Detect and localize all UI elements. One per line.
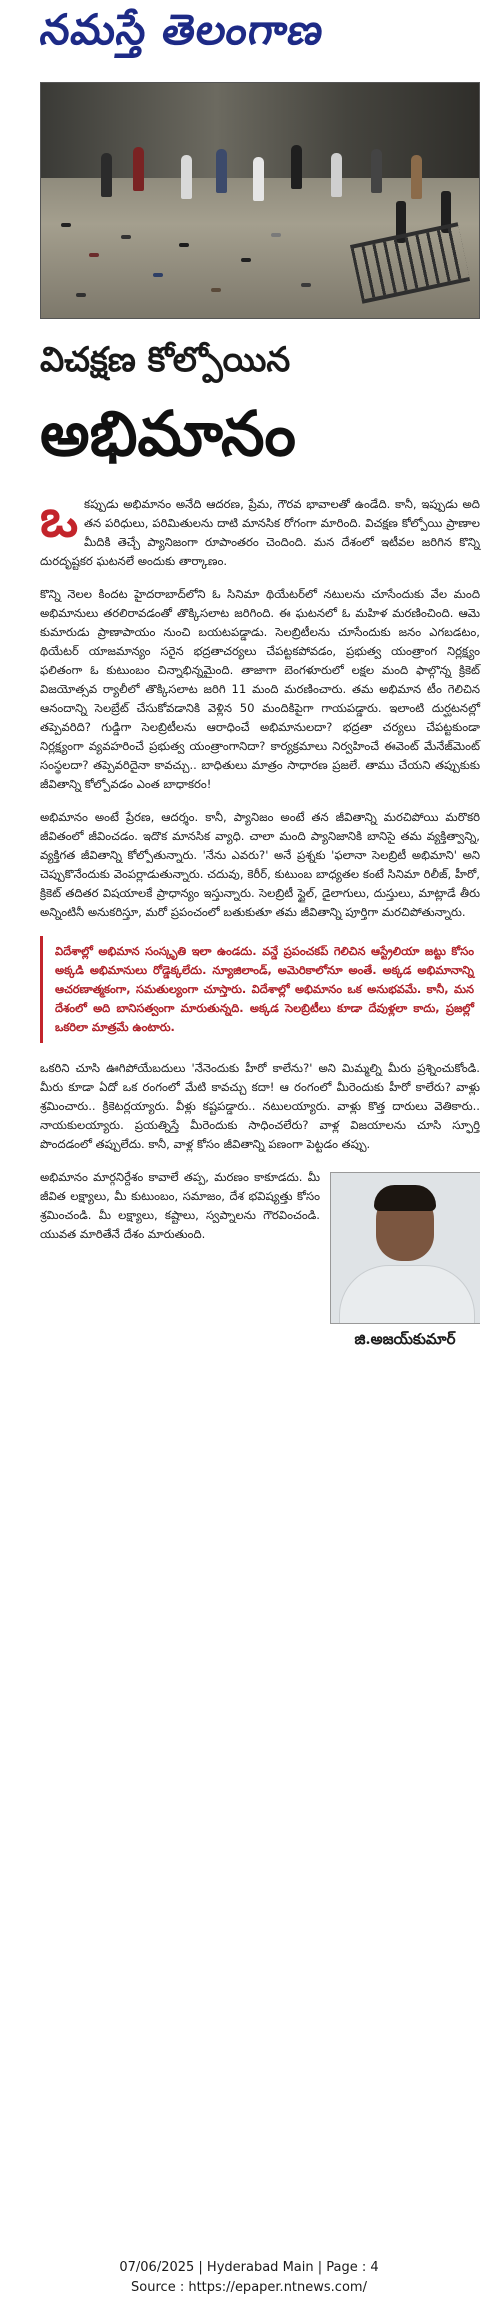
photo-footwear (76, 293, 86, 297)
photo-person (371, 149, 382, 193)
headline-line-1: విచక్షణ కోల్పోయిన (40, 340, 291, 380)
article-body (40, 488, 480, 1353)
photo-footwear (301, 283, 311, 287)
photo-footwear (211, 288, 221, 292)
photo-footwear (121, 235, 131, 239)
photo-footwear (241, 258, 251, 262)
closing-section (40, 1168, 480, 1353)
author-photo-hair (374, 1185, 436, 1211)
photo-barricade (350, 222, 470, 304)
photo-person (331, 153, 342, 197)
newspaper-masthead: నమస్తే తెలంగాణ (37, 5, 328, 54)
photo-footwear (89, 253, 99, 257)
headline-line-2: అభిమానం (40, 397, 296, 470)
author-photo-shirt (339, 1265, 475, 1324)
author-box (330, 1172, 480, 1349)
news-photo (40, 82, 480, 319)
drop-cap: ఒ (40, 488, 79, 549)
author-name: జి.అజయ్‌కుమార్ (354, 1330, 456, 1348)
photo-person (216, 149, 227, 193)
article-paragraph: అభిమానం మార్గనిర్దేశం కావాలే తప్ప, మరణం కాకూడదు. మీ జీవిత లక్ష్యాలు, మీ కుటుంబం, సమాజం, దేశ భవిష్యత్తు కోసం శ్రమించండి. మీ లక్ష్యాలు, కష్టాలు, స్వప్నాలను గౌరవించండి. యువత మారితేనే దేశం మారుతుంది. (40, 1170, 320, 1241)
article-paragraph: కొన్ని నెలల కిందట హైదరాబాద్‌లోని ఓ సినిమా థియేటర్‌లో నటులను చూసేందుకు వేల మంది అభిమానులు తరలిరావడంతో తొక్కిసలాట జరిగింది. ఈ ఘటనలో ఓ మహిళ మరణించింది. ఆమె కుమారుడు ప్రాణాపాయం నుంచి బయటపడ్డాడు. సెలబ్రిటీలను చూసేందుకు జనం ఎగబడటం, థియేటర్ యాజమాన్యం సరైన భద్రతాచర్యలు చేపట్టకపోవడం, ప్రభుత్వ యంత్రాంగ నిర్లక్ష్యం ఫలితంగా ఓ కుటుంబం చిన్నాభిన్నమైంది. తాజాగా బెంగళూరులో లక్షల మంది ఫాల్గొన్న క్రికెట్ విజయోత్సవ ర్యాలీలో తొక్కిసలాట జరిగి 11 మంది మరణించారు. తమ అభిమాన టీం గెలిచిన ఆనందాన్ని సెలబ్రేట్ చేసుకోవడానికి వెళ్లిన 50 మందికిపైగా గాయపడ్డారు. ఇలాంటి దుర్ఘటనల్లో తప్పెవరిది? గుడ్డిగా సెలబ్రిటీలను ఆరాధించే అభిమానులదా? భద్రతా చర్యలు చేపట్టకుండా నిర్లక్ష్యంగా వ్యవహరించే ప్రభుత్వ యంత్రాంగానిదా? కార్యక్రమాలు నిర్వహించే ఈవెంట్ మేనేజ్‌మెంట్ సంస్థలదా? తప్పెవరిదైనా కావచ్చు.. బాధితులు మాత్రం సాధారణ ప్రజలే. తాము చేయని తప్పుకుకు జీవితాన్ని కోల్పోవడం ఎంత బాధాకరం! (40, 587, 480, 791)
page-footer (0, 2258, 498, 2298)
highlight-quote: విదేశాల్లో అభిమాన సంస్కృతి ఇలా ఉండదు. వన్డే ప్రపంచకప్ గెలిచిన ఆస్ట్రేలియా జట్టు కోసం అక్కడి అభిమానులు రోడ్డెక్కలేదు. న్యూజిలాండ్, అమెరికాలోనూ అంతే. అక్కడ అభిమానాన్ని ఆచరణాత్మకంగా, సమతుల్యంగా చూస్తారు. విదేశాల్లో అభిమానం ఒక అనుభవమే. కానీ, మన దేశంలో అది బానిసత్వంగా మారుతున్నది. అక్కడ సెలబ్రిటీలు కూడా దేవుళ్లలా కాదు, ప్రజల్లో ఒకరిలా మాత్రమే ఉంటారు. (40, 936, 480, 1043)
photo-person (181, 155, 192, 199)
footer-edition-info: 07/06/2025 | Hyderabad Main | Page : 4 (119, 2260, 379, 2275)
photo-person (253, 157, 264, 201)
article-paragraph: అభిమానం అంటే ప్రేరణ, ఆదర్శం. కానీ, ప్యానిజం అంటే తన జీవితాన్ని మరచిపోయి మరొకరి జీవితంలో జీవించడం. ఇదొక మానసిక వ్యాధి. చాలా మంది ప్యానిజానికి బానిసై తమ వ్యక్తిత్వాన్ని, వ్యక్తిగత జీవితాన్ని కోల్పోతున్నారు. 'నేను ఎవరు?' అనే ప్రశ్నకు 'ఫలానా సెలబ్రిటీ అభిమాని' అని చెప్పుకొనేందుకు వెంపర్లాడుతున్నారు. చదువు, కెరీర్, కుటుంబ బాధ్యతల కంటే సినిమా రిలీజ్, హీరో, క్రికెట్ తదితర విషయాలకే ప్రాధాన్యం ఇస్తున్నారు. సెలబ్రిటీ స్టైల్, డైలాగులు, దుస్తులు, మాట్లాడే తీరు అన్నింటినీ అనుకరిస్తూ, మరో ప్రపంచంలో బతుకుతూ తమ జీవితాన్ని పూర్తిగా మరచిపోతున్నారు. (40, 810, 480, 919)
photo-footwear (61, 223, 71, 227)
photo-person (291, 145, 302, 189)
photo-person (411, 155, 422, 199)
photo-footwear (271, 233, 281, 237)
article-paragraph (40, 488, 480, 571)
author-photo (330, 1172, 480, 1324)
photo-footwear (153, 273, 163, 277)
photo-person (133, 147, 144, 191)
photo-person (101, 153, 112, 197)
footer-source-link[interactable]: Source : https://epaper.ntnews.com/ (131, 2280, 367, 2295)
paragraph-text: కప్పుడు అభిమానం అనేది ఆదరణ, ప్రేమ, గౌరవ భావాలతో ఉండేది. కానీ, ఇప్పుడు అది తన పరిధులు, పరిమితులను దాటి మానసిక రోగంగా మారింది. విచక్షణ కోల్పోయి ప్రాణాల మీదికి తెచ్చే ప్యానిజంగా రూపాంతరం చెందింది. మన దేశంలో ఇటీవల జరిగిన కొన్ని దురదృష్టకర ఘటనలే అందుకు తార్కాణం. (40, 497, 480, 568)
photo-footwear (179, 243, 189, 247)
article-paragraph: ఒకరిని చూసి ఊగిపోయేబదులు 'నేనెందుకు హీరో కాలేను?' అని మిమ్మల్ని మీరు ప్రశ్నించుకోండి. మీరు కూడా ఏదో ఒక రంగంలో మేటి కావచ్చు కదా! ఆ రంగంలో మీరెందుకు హీరో కాలేరు? వాళ్లు శ్రమించారు.. క్రికెటర్లయ్యారు. వీళ్లు కష్టపడ్డారు.. నటులయ్యారు. వాళ్లు కొత్త దారులు వెతికారు.. నాయకులయ్యారు. ప్రయత్నిస్తే మీరెందుకు సాధించలేరు? వాళ్ల విజయాలను చూసి స్ఫూర్తి పొందడంలో తప్పులేదు. కానీ, వాళ్ల కోసం జీవితాన్ని పణంగా పెట్టడం తప్పు. (40, 1061, 480, 1151)
